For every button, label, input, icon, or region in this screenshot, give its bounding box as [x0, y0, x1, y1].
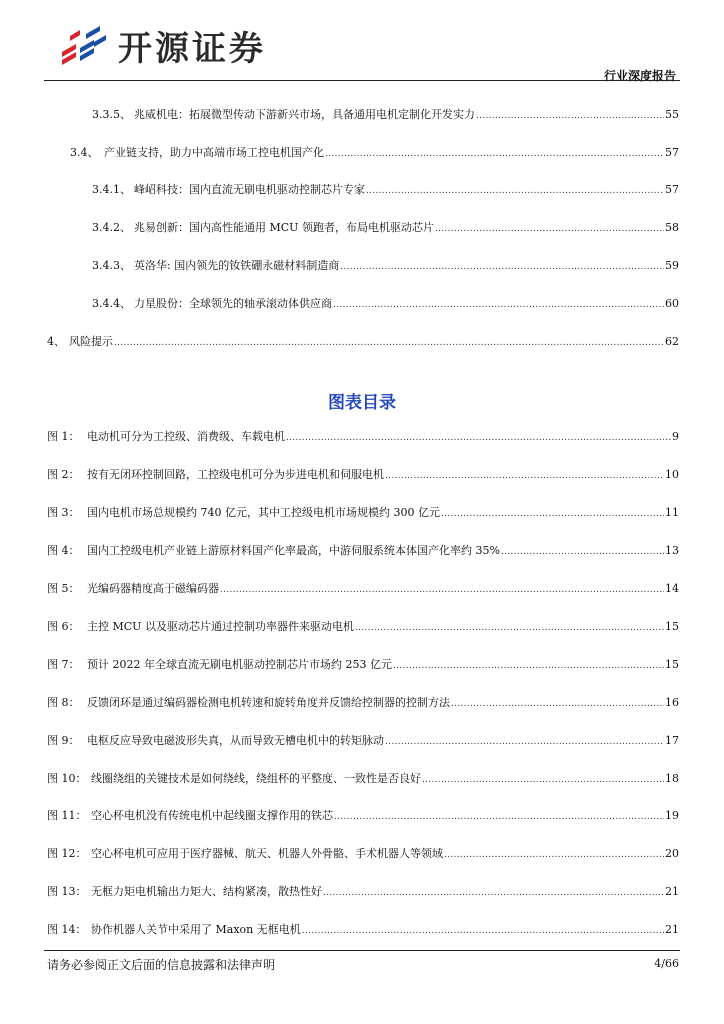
figure-number: 图 8：: [47, 696, 80, 709]
figure-entry[interactable]: [47, 734, 679, 749]
figure-number: 图 14：: [47, 923, 87, 936]
figure-title: 电动机可分为工控级、消费级、车载电机: [87, 430, 285, 443]
toc-entry-page: 60: [665, 297, 679, 310]
figure-entry[interactable]: [47, 772, 679, 787]
toc-leader-dots: [334, 809, 664, 824]
toc-entry-number: 3.4、: [70, 146, 99, 159]
figure-title: 协作机器人关节中采用了 Maxon 无框电机: [91, 923, 301, 936]
figure-number: 图 5：: [47, 582, 80, 595]
figure-title: 光编码器精度高于磁编码器: [87, 582, 219, 595]
brand-logo-icon: [56, 22, 112, 66]
figure-entry[interactable]: [47, 809, 679, 824]
figure-entry[interactable]: [47, 430, 679, 445]
toc-leader-dots: [325, 146, 664, 161]
toc-leader-dots: [444, 847, 664, 862]
figure-number: 图 10：: [47, 772, 87, 785]
toc-entry-3-4-4[interactable]: [92, 297, 679, 312]
toc-entry-number: 3.4.3、: [92, 259, 131, 272]
toc-leader-dots: [501, 544, 664, 559]
figure-number: 图 4：: [47, 544, 80, 557]
figure-page: 10: [665, 468, 679, 481]
figure-entry[interactable]: [47, 847, 679, 862]
toc-entry-page: 59: [665, 259, 679, 272]
toc-leader-dots: [441, 506, 664, 521]
toc-entry-3-4[interactable]: [70, 146, 679, 161]
figure-number: 图 7：: [47, 658, 80, 671]
figure-page: 21: [665, 885, 679, 898]
toc-entry-title: 兆易创新：国内高性能通用 MCU 领跑者，布局电机驱动芯片: [134, 221, 434, 234]
figure-number: 图 9：: [47, 734, 80, 747]
toc-leader-dots: [323, 885, 664, 900]
figure-page: 17: [665, 734, 679, 747]
figure-page: 16: [665, 696, 679, 709]
toc-leader-dots: [355, 620, 664, 635]
figure-title: 空心杯电机没有传统电机中起线圈支撑作用的铁芯: [91, 809, 333, 822]
figure-page: 13: [665, 544, 679, 557]
figure-title: 线圈绕组的关键技术是如何绕线，绕组杯的平整度、一致性是否良好: [91, 772, 421, 785]
toc-entry-4[interactable]: [47, 335, 679, 350]
page-number: 4/66: [654, 957, 679, 970]
figure-page: 9: [672, 430, 679, 443]
toc-entry-title: 兆威机电：拓展微型传动下游新兴市场，具备通用电机定制化开发实力: [134, 108, 475, 121]
figure-number: 图 13：: [47, 885, 87, 898]
toc-leader-dots: [286, 430, 671, 445]
toc-entry-title: 风险提示: [69, 335, 113, 348]
figure-page: 11: [665, 506, 679, 519]
figure-entry[interactable]: [47, 658, 679, 673]
figure-page: 19: [665, 809, 679, 822]
figure-entry[interactable]: [47, 468, 679, 483]
toc-leader-dots: [422, 772, 664, 787]
figure-number: 图 6：: [47, 620, 80, 633]
figure-number: 图 11：: [47, 809, 87, 822]
figure-title: 无框力矩电机输出力矩大、结构紧凑，散热性好: [91, 885, 322, 898]
figure-title: 按有无闭环控制回路，工控级电机可分为步进电机和伺服电机: [87, 468, 384, 481]
toc-leader-dots: [114, 335, 664, 350]
figure-entry[interactable]: [47, 506, 679, 521]
figure-title: 国内工控级电机产业链上游原材料国产化率最高，中游伺服系统本体国产化率约 35%: [87, 544, 500, 557]
toc-leader-dots: [476, 108, 664, 123]
toc-entry-title: 力星股份：全球领先的轴承滚动体供应商: [134, 297, 332, 310]
figure-number: 图 3：: [47, 506, 80, 519]
figure-page: 15: [665, 658, 679, 671]
toc-entry-page: 62: [665, 335, 679, 348]
figure-entry[interactable]: [47, 923, 679, 938]
figure-page: 21: [665, 923, 679, 936]
figure-page: 14: [665, 582, 679, 595]
brand-name: 开源证券: [118, 29, 266, 69]
figure-entry[interactable]: [47, 696, 679, 711]
toc-entry-number: 3.4.2、: [92, 221, 131, 234]
toc-entry-page: 57: [665, 146, 679, 159]
toc-entry-number: 3.4.1、: [92, 183, 131, 196]
toc-entry-number: 4、: [47, 335, 65, 348]
toc-leader-dots: [220, 582, 664, 597]
toc-entry-page: 55: [665, 108, 679, 121]
toc-leader-dots: [385, 734, 664, 749]
toc-leader-dots: [385, 468, 664, 483]
toc-entry-page: 58: [665, 221, 679, 234]
toc-entry-number: 3.4.4、: [92, 297, 131, 310]
toc-leader-dots: [340, 259, 664, 274]
figure-entry[interactable]: [47, 544, 679, 559]
toc-entry-title: 峰岹科技：国内直流无刷电机驱动控制芯片专家: [134, 183, 365, 196]
figure-title: 国内电机市场总规模约 740 亿元，其中工控级电机市场规模约 300 亿元: [87, 506, 440, 519]
figure-title: 反馈闭环是通过编码器检测电机转速和旋转角度并反馈给控制器的控制方法: [87, 696, 450, 709]
page-header: [0, 0, 724, 90]
footer-divider: [44, 950, 680, 951]
header-divider: [44, 80, 680, 81]
legal-disclaimer: 请务必参阅正文后面的信息披露和法律声明: [47, 958, 276, 972]
toc-leader-dots: [435, 221, 664, 236]
figure-title: 主控 MCU 以及驱动芯片通过控制功率器件来驱动电机: [87, 620, 354, 633]
toc-entry-number: 3.3.5、: [92, 108, 131, 121]
document-type-label: 行业深度报告: [603, 69, 676, 83]
figure-number: 图 2：: [47, 468, 80, 481]
figure-entry[interactable]: [47, 582, 679, 597]
figure-title: 预计 2022 年全球直流无刷电机驱动控制芯片市场约 253 亿元: [87, 658, 392, 671]
figure-page: 20: [665, 847, 679, 860]
toc-leader-dots: [333, 297, 664, 312]
figure-page: 15: [665, 620, 679, 633]
toc-leader-dots: [451, 696, 664, 711]
toc-leader-dots: [302, 923, 664, 938]
figure-entry[interactable]: [47, 885, 679, 900]
figure-page: 18: [665, 772, 679, 785]
figure-number: 图 1：: [47, 430, 80, 443]
figure-title: 电枢反应导致电磁波形失真，从而导致无槽电机中的转矩脉动: [87, 734, 384, 747]
toc-entry-3-4-3[interactable]: [92, 259, 679, 274]
toc-entry-3-4-2[interactable]: [92, 221, 679, 236]
toc-leader-dots: [393, 658, 664, 673]
toc-entry-page: 57: [665, 183, 679, 196]
toc-leader-dots: [366, 183, 664, 198]
toc-entry-title: 产业链支持，助力中高端市场工控电机国产化: [104, 146, 324, 159]
figure-entry[interactable]: [47, 620, 679, 635]
toc-entry-title: 英洛华: 国内领先的钕铁硼永磁材料制造商: [134, 259, 340, 272]
figure-number: 图 12：: [47, 847, 87, 860]
figure-title: 空心杯电机可应用于医疗器械、航天、机器人外骨骼、手术机器人等领域: [91, 847, 443, 860]
toc-entry-3-3-5[interactable]: [92, 108, 679, 123]
toc-entry-3-4-1[interactable]: [92, 183, 679, 198]
figures-list-heading: 图表目录: [328, 393, 396, 413]
